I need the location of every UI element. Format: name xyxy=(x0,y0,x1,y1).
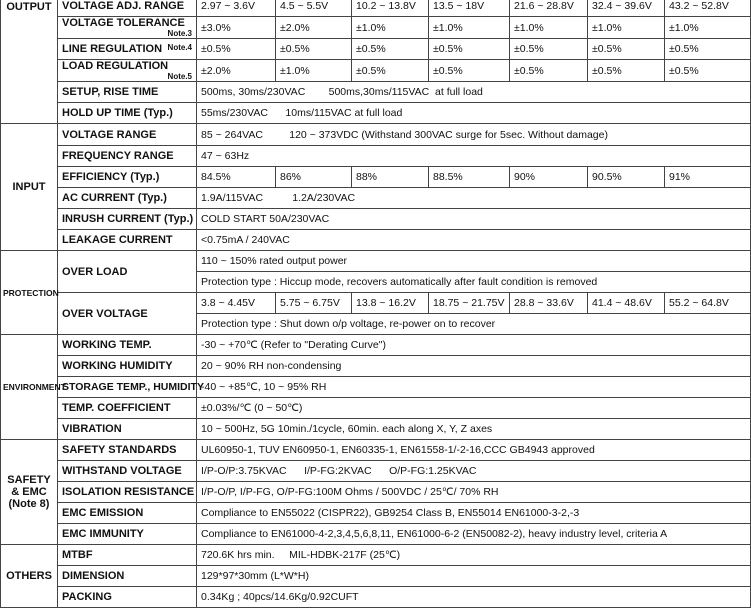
emc-emission-label: EMC EMISSION xyxy=(58,503,197,524)
over-load-label: OVER LOAD xyxy=(58,251,197,293)
table-cell: 84.5% xyxy=(197,167,276,188)
dimension-label: DIMENSION xyxy=(58,566,197,587)
load-regulation-label: LOAD REGULATION Note.5 xyxy=(58,60,197,82)
table-cell: 2.97 ~ 3.6V xyxy=(197,0,276,17)
table-row xyxy=(1,482,751,503)
ac-current-value: 1.9A/115VAC 1.2A/230VAC xyxy=(197,188,751,209)
table-cell: ±0.5% xyxy=(588,60,665,82)
frequency-range-label: FREQUENCY RANGE xyxy=(58,146,197,167)
emc-emission-value: Compliance to EN55022 (CISPR22), GB9254 Class B, EN55014 EN61000-3-2,-3 xyxy=(197,503,751,524)
table-cell: ±1.0% xyxy=(429,17,510,39)
table-cell: 3.8 ~ 4.45V xyxy=(197,293,276,314)
table-row xyxy=(1,17,751,39)
table-cell: ±0.5% xyxy=(510,39,588,60)
mtbf-label: MTBF xyxy=(58,545,197,566)
table-cell: 18.75 ~ 21.75V xyxy=(429,293,510,314)
table-row xyxy=(1,167,751,188)
leakage-current-value: <0.75mA / 240VAC xyxy=(197,230,751,251)
safety-standards-label: SAFETY STANDARDS xyxy=(58,440,197,461)
table-cell: 10.2 ~ 13.8V xyxy=(352,0,429,17)
table-cell: 32.4 ~ 39.6V xyxy=(588,0,665,17)
table-cell: 88.5% xyxy=(429,167,510,188)
table-row xyxy=(1,503,751,524)
line-regulation-label: LINE REGULATION Note.4 xyxy=(58,39,197,60)
table-row xyxy=(1,209,751,230)
working-humidity-label: WORKING HUMIDITY xyxy=(58,356,197,377)
table-row xyxy=(1,230,751,251)
table-cell: ±0.5% xyxy=(197,39,276,60)
note-ref: Note.4 xyxy=(167,43,192,52)
table-cell: ±0.5% xyxy=(665,60,751,82)
table-cell: 43.2 ~ 52.8V xyxy=(665,0,751,17)
table-cell: ±0.5% xyxy=(665,39,751,60)
note-ref: Note.3 xyxy=(167,29,192,38)
table-cell: ±1.0% xyxy=(510,17,588,39)
leakage-current-label: LEAKAGE CURRENT xyxy=(58,230,197,251)
table-cell: 41.4 ~ 48.6V xyxy=(588,293,665,314)
inrush-current-label: INRUSH CURRENT (Typ.) xyxy=(58,209,197,230)
table-row xyxy=(1,587,751,608)
table-cell: ±1.0% xyxy=(352,17,429,39)
voltage-tolerance-label: VOLTAGE TOLERANCE Note.3 xyxy=(58,17,197,39)
table-cell: 88% xyxy=(352,167,429,188)
table-cell: 90% xyxy=(510,167,588,188)
working-temp-label: WORKING TEMP. xyxy=(58,335,197,356)
table-row xyxy=(1,146,751,167)
table-row xyxy=(1,461,751,482)
table-cell: ±0.5% xyxy=(352,39,429,60)
table-row xyxy=(1,398,751,419)
hold-up-time-label: HOLD UP TIME (Typ.) xyxy=(58,103,197,124)
table-cell: 55.2 ~ 64.8V xyxy=(665,293,751,314)
table-cell: 21.6 ~ 28.8V xyxy=(510,0,588,17)
table-row xyxy=(1,39,751,60)
vibration-value: 10 ~ 500Hz, 5G 10min./1cycle, 60min. each along X, Y, Z axes xyxy=(197,419,751,440)
storage-temp-value: -40 ~ +85℃, 10 ~ 95% RH xyxy=(197,377,751,398)
isolation-resistance-label: ISOLATION RESISTANCE xyxy=(58,482,197,503)
table-row xyxy=(1,440,751,461)
table-cell: ±1.0% xyxy=(276,60,352,82)
packing-value: 0.34Kg ; 40pcs/14.6Kg/0.92CUFT xyxy=(197,587,751,608)
voltage-range-value: 85 ~ 264VAC 120 ~ 373VDC (Withstand 300VAC surge for 5sec. Without damage) xyxy=(197,124,751,146)
table-cell: 86% xyxy=(276,167,352,188)
table-row xyxy=(1,251,751,272)
ac-current-label: AC CURRENT (Typ.) xyxy=(58,188,197,209)
table-row xyxy=(1,566,751,587)
vibration-label: VIBRATION xyxy=(58,419,197,440)
table-row xyxy=(1,335,751,356)
temp-coefficient-value: ±0.03%/℃ (0 ~ 50℃) xyxy=(197,398,751,419)
hold-up-time-value: 55ms/230VAC 10ms/115VAC at full load xyxy=(197,103,751,124)
inrush-current-value: COLD START 50A/230VAC xyxy=(197,209,751,230)
working-humidity-value: 20 ~ 90% RH non-condensing xyxy=(197,356,751,377)
isolation-resistance-value: I/P-O/P, I/P-FG, O/P-FG:100M Ohms / 500VDC / 25℃/ 70% RH xyxy=(197,482,751,503)
emc-immunity-label: EMC IMMUNITY xyxy=(58,524,197,545)
voltage-range-label: VOLTAGE RANGE xyxy=(58,124,197,146)
table-row xyxy=(1,0,751,17)
table-cell: 13.5 ~ 18V xyxy=(429,0,510,17)
setup-rise-time-value: 500ms, 30ms/230VAC 500ms,30ms/115VAC at full load xyxy=(197,82,751,103)
temp-coefficient-label: TEMP. COEFFICIENT xyxy=(58,398,197,419)
table-row xyxy=(1,124,751,146)
storage-temp-label: STORAGE TEMP., HUMIDITY xyxy=(58,377,197,398)
over-voltage-type: Protection type : Shut down o/p voltage, re-power on to recover xyxy=(197,314,751,335)
safety-standards-value: UL60950-1, TUV EN60950-1, EN60335-1, EN61558-1/-2-16,CCC GB4943 approved xyxy=(197,440,751,461)
table-cell: ±0.5% xyxy=(429,60,510,82)
withstand-voltage-value: I/P-O/P:3.75KVAC I/P-FG:2KVAC O/P-FG:1.25KVAC xyxy=(197,461,751,482)
table-cell: ±3.0% xyxy=(197,17,276,39)
table-cell: ±0.5% xyxy=(510,60,588,82)
working-temp-value: -30 ~ +70℃ (Refer to "Derating Curve") xyxy=(197,335,751,356)
packing-label: PACKING xyxy=(58,587,197,608)
table-row xyxy=(1,60,751,82)
frequency-range-value: 47 ~ 63Hz xyxy=(197,146,751,167)
section-environment: ENVIRONMENT xyxy=(1,335,58,440)
table-cell: ±2.0% xyxy=(197,60,276,82)
table-row xyxy=(1,545,751,566)
table-cell: ±0.5% xyxy=(429,39,510,60)
section-others: OTHERS xyxy=(1,545,58,608)
table-cell: 5.75 ~ 6.75V xyxy=(276,293,352,314)
mtbf-value: 720.6K hrs min. MIL-HDBK-217F (25℃) xyxy=(197,545,751,566)
table-row xyxy=(1,188,751,209)
dimension-value: 129*97*30mm (L*W*H) xyxy=(197,566,751,587)
section-protection: PROTECTION xyxy=(1,251,58,335)
table-row xyxy=(1,524,751,545)
table-cell: 90.5% xyxy=(588,167,665,188)
table-cell: 91% xyxy=(665,167,751,188)
section-output: OUTPUT xyxy=(1,0,58,124)
setup-rise-time-label: SETUP, RISE TIME xyxy=(58,82,197,103)
section-input: INPUT xyxy=(1,124,58,251)
over-load-type: Protection type : Hiccup mode, recovers automatically after fault condition is removed xyxy=(197,272,751,293)
table-cell: ±0.5% xyxy=(276,39,352,60)
table-cell: 13.8 ~ 16.2V xyxy=(352,293,429,314)
table-cell: ±0.5% xyxy=(588,39,665,60)
table-row xyxy=(1,103,751,124)
table-row xyxy=(1,82,751,103)
table-cell: ±0.5% xyxy=(352,60,429,82)
over-voltage-label: OVER VOLTAGE xyxy=(58,293,197,335)
table-cell: 28.8 ~ 33.6V xyxy=(510,293,588,314)
withstand-voltage-label: WITHSTAND VOLTAGE xyxy=(58,461,197,482)
table-cell: ±2.0% xyxy=(276,17,352,39)
table-row xyxy=(1,419,751,440)
table-row xyxy=(1,293,751,314)
emc-immunity-value: Compliance to EN61000-4-2,3,4,5,6,8,11, EN61000-6-2 (EN50082-2), heavy industry level, criteria A xyxy=(197,524,751,545)
note-ref: Note.5 xyxy=(167,72,192,81)
table-row xyxy=(1,356,751,377)
section-safety-emc: SAFETY & EMC (Note 8) xyxy=(1,440,58,545)
efficiency-label: EFFICIENCY (Typ.) xyxy=(58,167,197,188)
table-cell: ±1.0% xyxy=(588,17,665,39)
table-cell: 4.5 ~ 5.5V xyxy=(276,0,352,17)
table-cell: ±1.0% xyxy=(665,17,751,39)
over-load-range: 110 ~ 150% rated output power xyxy=(197,251,751,272)
voltage-adj-range-label: VOLTAGE ADJ. RANGE xyxy=(58,0,197,17)
table-row xyxy=(1,377,751,398)
